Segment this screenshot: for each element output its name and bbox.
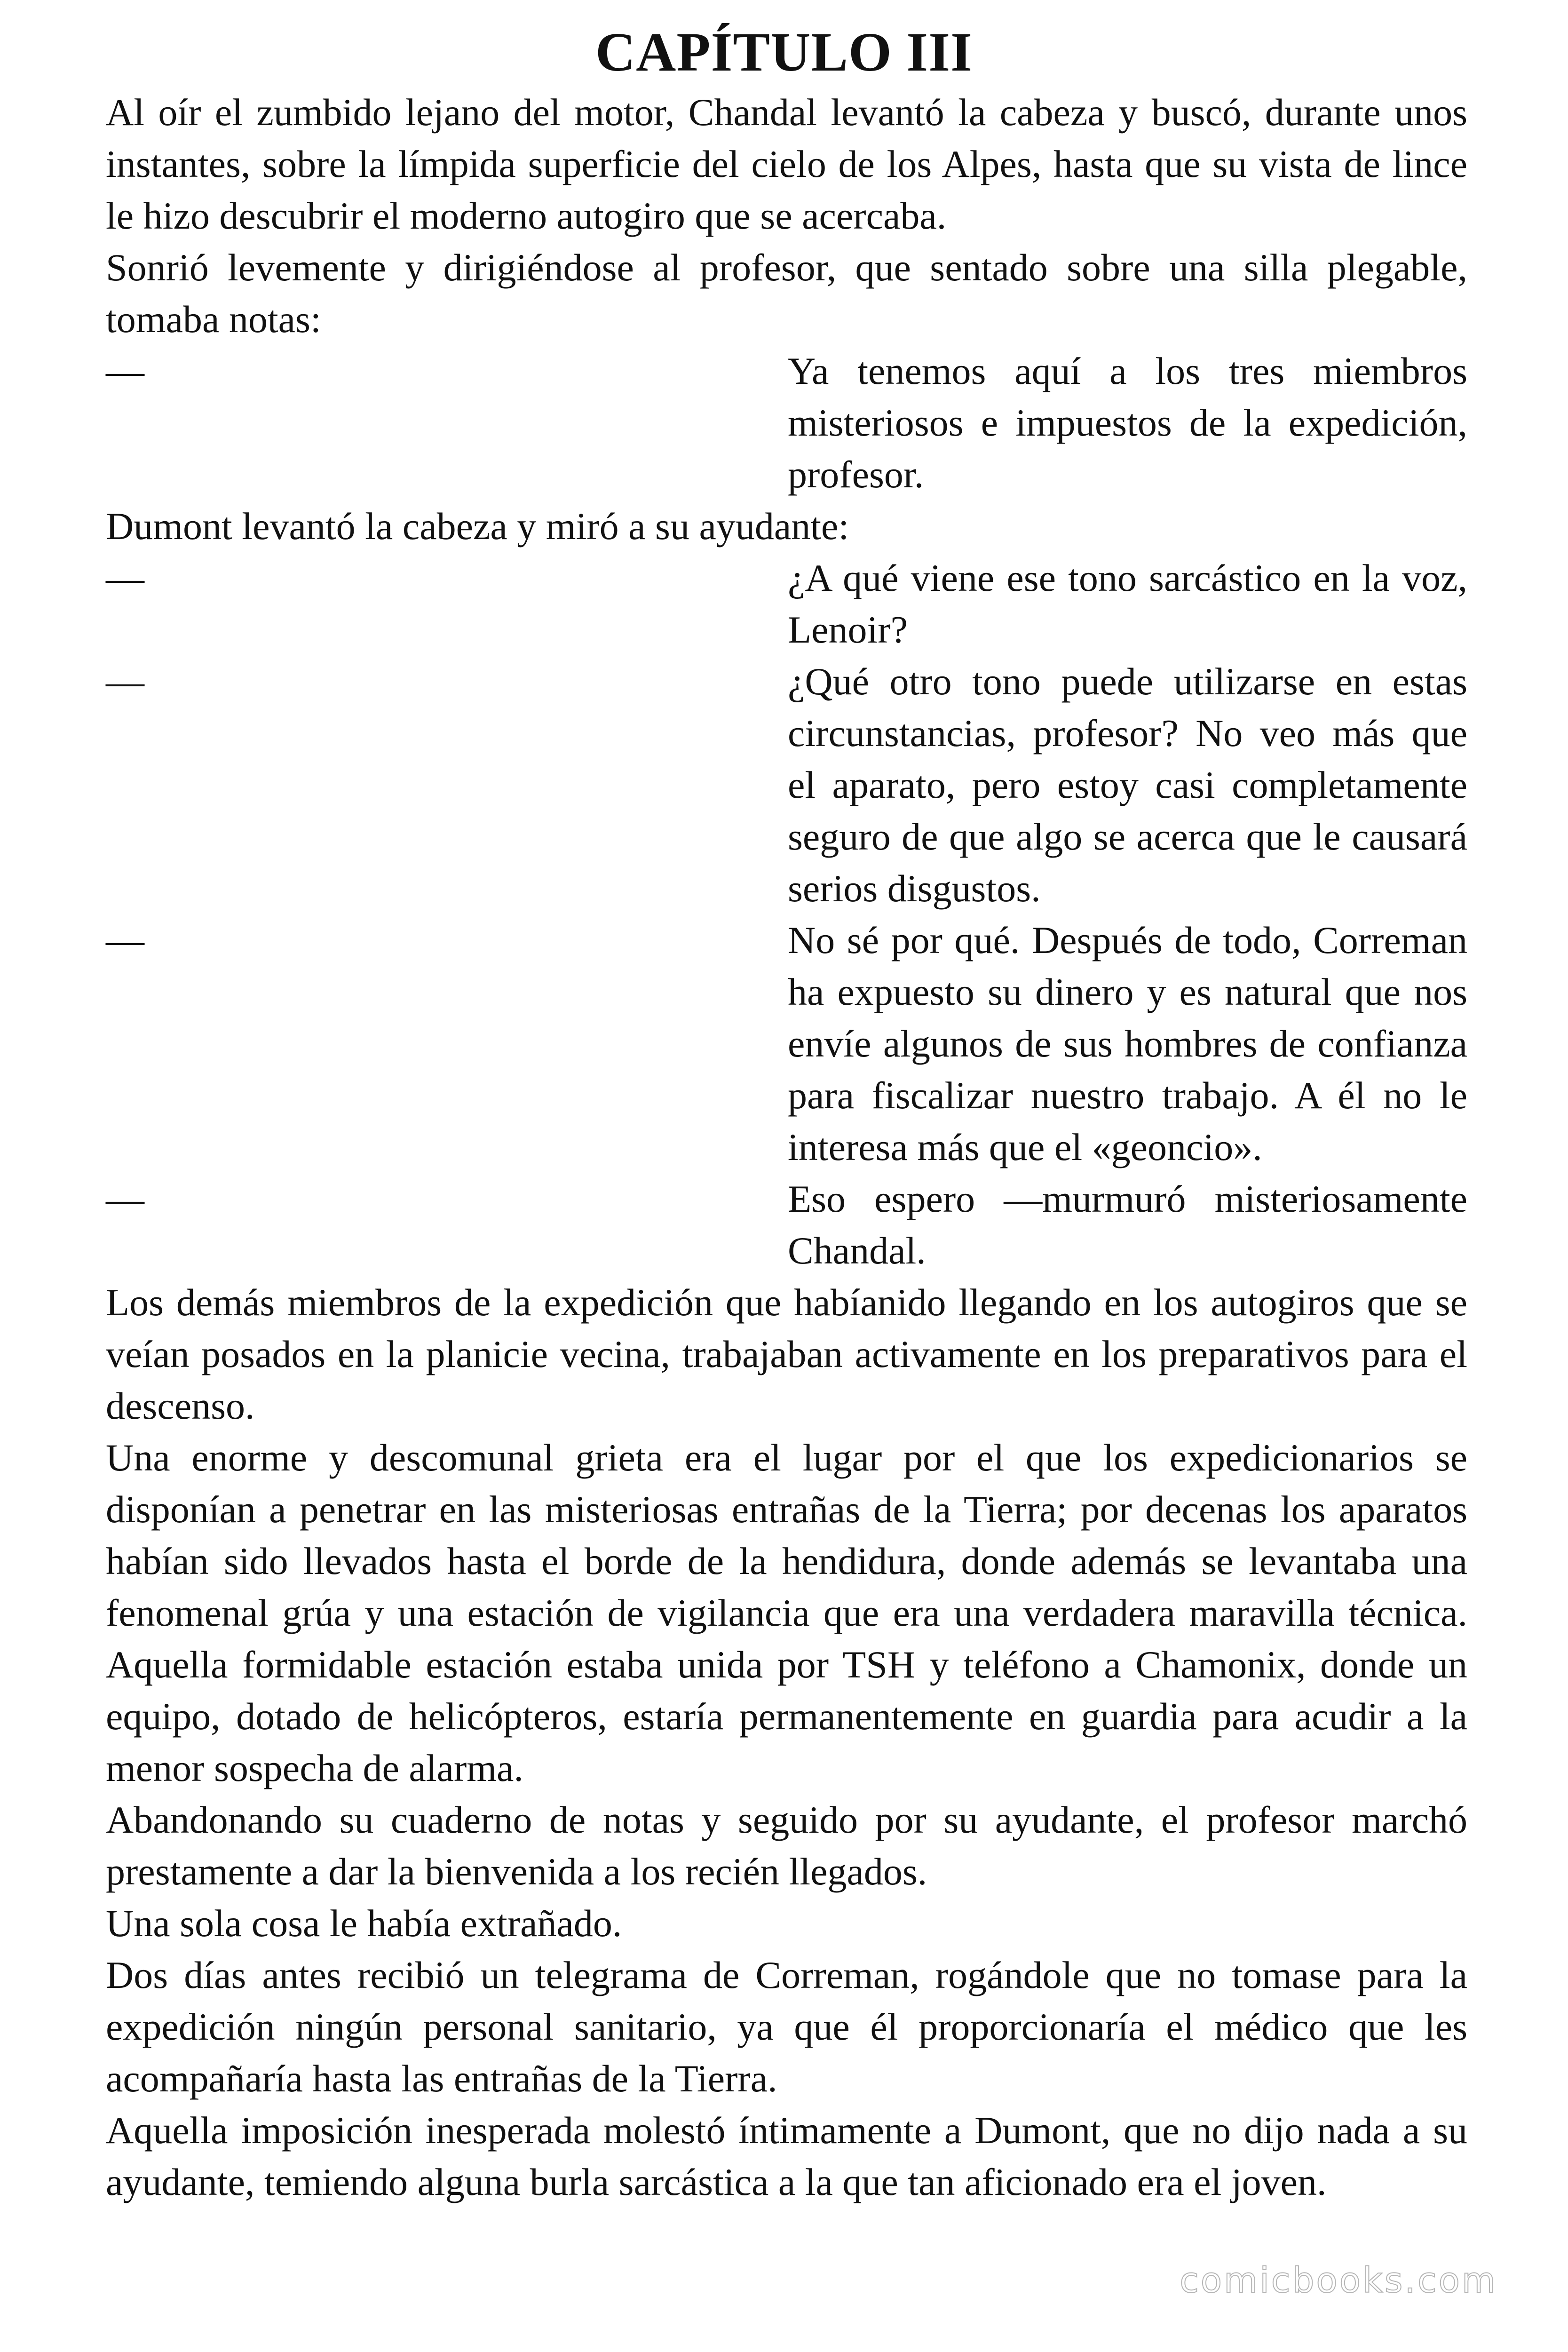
dialogue-text: No sé por qué. Después de todo, Correman ha expuesto su dinero y es natural que nos envíe algunos de sus hombres de confianza para fiscalizar nuestro trabajo. A él no le interesa más que el «geoncio». — [788, 919, 1467, 1168]
dialogue-dash: — — [106, 350, 144, 392]
paragraph: Una sola cosa le había extrañado. — [106, 1902, 622, 1945]
paragraph: Los demás miembros de la expedición que habíanido llegando en los autogiros que se veían posados en la planicie vecina, trabajaban activamente en los preparativos para el descenso. — [106, 1281, 1467, 1427]
dialogue-dash: — — [106, 1177, 144, 1220]
dialogue-dash: — — [106, 660, 144, 703]
dialogue-text: ¿A qué viene ese tono sarcástico en la voz, Lenoir? — [788, 556, 1467, 651]
dialogue-line — [106, 914, 1467, 1173]
body-text — [106, 87, 1467, 2208]
paragraph: Dos días antes recibió un telegrama de Correman, rogándole que no tomase para la expedición ningún personal sanitario, ya que él proporcionaría el médico que les acompañaría hasta las entrañas de la Tierra. — [106, 1954, 1467, 2100]
dialogue-dash: — — [106, 556, 144, 599]
dialogue-line — [106, 656, 1467, 914]
dialogue-text: ¿Qué otro tono puede utilizarse en estas circunstancias, profesor? No veo más que el aparato, pero estoy casi completamente seguro de que algo se acerca que le causará serios disgustos. — [788, 660, 1467, 910]
dialogue-text: Eso espero —murmuró misteriosamente Chandal. — [788, 1177, 1467, 1272]
paragraph: Al oír el zumbido lejano del motor, Chandal levantó la cabeza y buscó, durante unos instantes, sobre la límpida superficie del cielo de los Alpes, hasta que su vista de lince le hizo descubrir el moderno autogiro que se acercaba. — [106, 91, 1467, 237]
dialogue-text: Ya tenemos aquí a los tres miembros misteriosos e impuestos de la expedición, profesor. — [788, 350, 1467, 496]
paragraph: Sonrió levemente y dirigiéndose al profesor, que sentado sobre una silla plegable, tomaba notas: — [106, 246, 1467, 341]
paragraph: Una enorme y descomunal grieta era el lugar por el que los expedicionarios se disponían a penetrar en las misteriosas entrañas de la Tierra; por decenas los aparatos habían sido llevados hasta el borde de la hendidura, donde además se levantaba una fenomenal grúa y una estación de vigilancia que era una verdadera maravilla técnica. Aquella formidable estación estaba unida por TSH y teléfono a Chamonix, donde un equipo, dotado de helicópteros, estaría permanentemente en guardia para acudir a la menor sospecha de alarma. — [106, 1436, 1467, 1789]
dialogue-line — [106, 1173, 1467, 1277]
chapter-title: CAPÍTULO III — [595, 21, 973, 83]
watermark: comicbooks.com — [1180, 2260, 1497, 2301]
dialogue-line — [106, 345, 1467, 501]
paragraph: Aquella imposición inesperada molestó íntimamente a Dumont, que no dijo nada a su ayudante, temiendo alguna burla sarcástica a la que tan aficionado era el joven. — [106, 2109, 1467, 2203]
paragraph: Dumont levantó la cabeza y miró a su ayudante: — [106, 505, 849, 548]
dialogue-dash: — — [106, 919, 144, 961]
dialogue-line — [106, 552, 1467, 656]
paragraph: Abandonando su cuaderno de notas y seguido por su ayudante, el profesor marchó prestamente a dar la bienvenida a los recién llegados. — [106, 1798, 1467, 1893]
